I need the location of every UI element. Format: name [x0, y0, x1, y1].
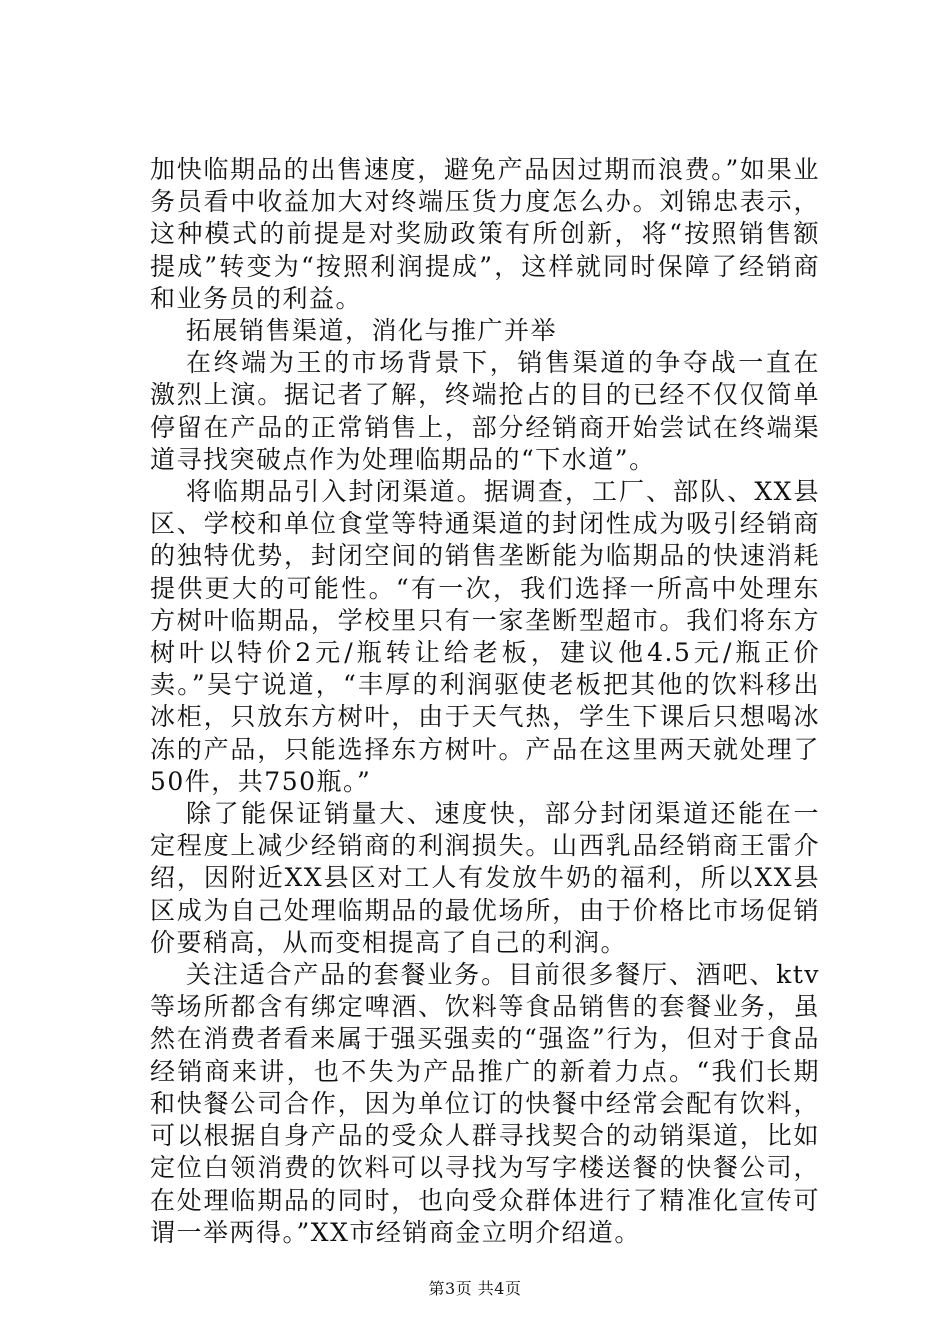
paragraph-4: 将临期品引入封闭渠道。据调查，工厂、部队、XX县区、学校和单位食堂等特通渠道的封闭性成为吸引经销商的独特优势，封闭空间的销售垄断能为临期品的快速消耗提供更大的可能性。“有一次，我们选择一所高中处理东方树叶临期品，学校里只有一家垄断型超市。我们将东方树叶以特价2元/瓶转让给老板，建议他4.5元/瓶正价卖。”吴宁说道，“丰厚的利润驱使老板把其他的饮料移出冰柜，只放东方树叶，由于天气热，学生下课后只想喝冰冻的产品，只能选择东方树叶。产品在这里两天就处理了50件，共750瓶。” — [150, 477, 820, 796]
paragraph-3: 在终端为王的市场背景下，销售渠道的争夺战一直在激烈上演。据记者了解，终端抢占的目的已经不仅仅简单停留在产品的正常销售上，部分经销商开始尝试在终端渠道寻找突破点作为处理临期品的“下水道”。 — [150, 348, 820, 474]
section-heading-channels: 拓展销售渠道，消化与推广并举 — [186, 316, 558, 346]
document-body — [150, 154, 820, 1249]
page-number-footer: 第3页 共4页 — [428, 1279, 522, 1298]
paragraph-5: 除了能保证销量大、速度快，部分封闭渠道还能在一定程度上减少经销商的利润损失。山西乳品经销商王雷介绍，因附近XX县区对工人有发放牛奶的福利，所以XX县区成为自己处理临期品的最优场所，由于价格比市场促销价要稍高，从而变相提高了自己的利润。 — [150, 799, 820, 957]
paragraph-1: 加快临期品的出售速度，避免产品因过期而浪费。”如果业务员看中收益加大对终端压货力度怎么办。刘锦忠表示，这种模式的前提是对奖励政策有所创新，将“按照销售额提成”转变为“按照利润提成”，这样就同时保障了经销商和业务员的利益。 — [150, 155, 820, 313]
paragraph-6: 关注适合产品的套餐业务。目前很多餐厅、酒吧、ktv等场所都含有绑定啤酒、饮料等食品销售的套餐业务，虽然在消费者看来属于强买强卖的“强盗”行为，但对于食品经销商来讲，也不失为产品推广的新着力点。“我们长期和快餐公司合作，因为单位订的快餐中经常会配有饮料，可以根据自身产品的受众人群寻找契合的动销渠道，比如定位白领消费的饮料可以寻找为写字楼送餐的快餐公司，在处理临期品的同时，也向受众群体进行了精准化宣传可谓一举两得。”XX市经销商金立明介绍道。 — [150, 960, 820, 1247]
